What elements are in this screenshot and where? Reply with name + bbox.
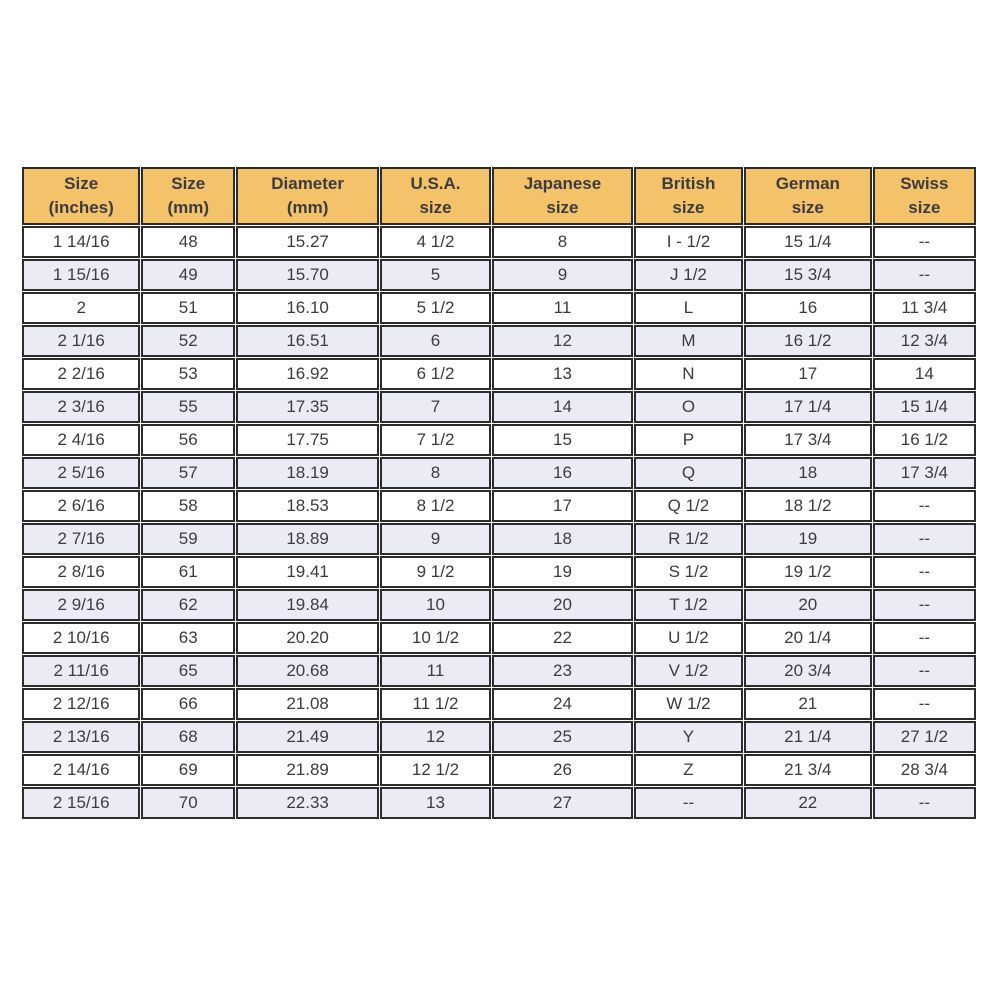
table-cell-size-mm: 51 [141,292,235,324]
table-cell-british-size: S 1/2 [634,556,743,588]
table-cell-size-mm: 65 [141,655,235,687]
table-cell-british-size: Q 1/2 [634,490,743,522]
table-cell-german-size: 22 [744,787,872,819]
table-cell-size-mm: 68 [141,721,235,753]
table-cell-diameter-mm: 21.89 [236,754,379,786]
table-cell-usa-size: 11 [380,655,491,687]
table-cell-japanese-size: 14 [492,391,633,423]
table-cell-size-inches: 2 5/16 [22,457,140,489]
table-cell-size-mm: 55 [141,391,235,423]
table-cell-usa-size: 10 [380,589,491,621]
table-cell-diameter-mm: 21.08 [236,688,379,720]
header-label-line1: Size [171,174,206,193]
table-cell-british-size: I - 1/2 [634,226,743,258]
table-cell-usa-size: 5 1/2 [380,292,491,324]
table-cell-usa-size: 12 1/2 [380,754,491,786]
table-cell-usa-size: 9 [380,523,491,555]
table-cell-swiss-size: 15 1/4 [873,391,976,423]
table-cell-size-inches: 2 15/16 [22,787,140,819]
table-cell-usa-size: 8 1/2 [380,490,491,522]
table-cell-size-inches: 2 [22,292,140,324]
table-cell-swiss-size: -- [873,259,976,291]
table-row [22,292,976,324]
table-cell-british-size: Z [634,754,743,786]
header-cell-german-size [744,167,872,225]
table-cell-british-size: J 1/2 [634,259,743,291]
table-cell-japanese-size: 9 [492,259,633,291]
header-label-line1: German [775,174,840,193]
table-row [22,556,976,588]
table-cell-japanese-size: 19 [492,556,633,588]
table-cell-size-inches: 2 13/16 [22,721,140,753]
table-cell-usa-size: 7 [380,391,491,423]
table-cell-swiss-size: -- [873,655,976,687]
table-cell-swiss-size: -- [873,622,976,654]
table-cell-japanese-size: 11 [492,292,633,324]
table-cell-usa-size: 12 [380,721,491,753]
table-cell-german-size: 21 1/4 [744,721,872,753]
table-cell-swiss-size: 27 1/2 [873,721,976,753]
header-label-line2: size [419,198,452,217]
table-cell-german-size: 16 [744,292,872,324]
header-label-line2: size [672,198,705,217]
table-cell-size-inches: 2 6/16 [22,490,140,522]
table-cell-swiss-size: -- [873,490,976,522]
table-row [22,622,976,654]
table-cell-japanese-size: 22 [492,622,633,654]
header-label-line2: size [908,198,941,217]
table-cell-swiss-size: -- [873,787,976,819]
table-cell-japanese-size: 8 [492,226,633,258]
table-cell-size-inches: 1 15/16 [22,259,140,291]
table-cell-german-size: 20 3/4 [744,655,872,687]
table-cell-swiss-size: 16 1/2 [873,424,976,456]
header-label-line2: size [546,198,579,217]
table-cell-size-inches: 2 10/16 [22,622,140,654]
table-cell-german-size: 21 [744,688,872,720]
table-cell-british-size: M [634,325,743,357]
table-cell-swiss-size: -- [873,523,976,555]
table-cell-british-size: -- [634,787,743,819]
table-row [22,754,976,786]
table-cell-usa-size: 10 1/2 [380,622,491,654]
table-cell-size-mm: 63 [141,622,235,654]
table-cell-diameter-mm: 18.53 [236,490,379,522]
table-cell-japanese-size: 18 [492,523,633,555]
table-cell-size-mm: 69 [141,754,235,786]
table-cell-german-size: 15 3/4 [744,259,872,291]
table-cell-diameter-mm: 16.92 [236,358,379,390]
table-row [22,721,976,753]
table-cell-german-size: 20 [744,589,872,621]
header-cell-british-size [634,167,743,225]
header-cell-size-inches [22,167,140,225]
table-row [22,655,976,687]
header-cell-diameter-mm [236,167,379,225]
table-cell-japanese-size: 20 [492,589,633,621]
table-cell-japanese-size: 26 [492,754,633,786]
table-cell-japanese-size: 24 [492,688,633,720]
table-cell-usa-size: 11 1/2 [380,688,491,720]
table-cell-german-size: 21 3/4 [744,754,872,786]
table-cell-japanese-size: 16 [492,457,633,489]
table-cell-diameter-mm: 20.20 [236,622,379,654]
table-cell-german-size: 18 1/2 [744,490,872,522]
table-cell-german-size: 15 1/4 [744,226,872,258]
table-cell-size-inches: 2 4/16 [22,424,140,456]
header-cell-usa-size [380,167,491,225]
table-cell-british-size: Y [634,721,743,753]
table-cell-japanese-size: 13 [492,358,633,390]
table-row [22,325,976,357]
table-cell-size-inches: 2 1/16 [22,325,140,357]
table-cell-usa-size: 7 1/2 [380,424,491,456]
table-cell-diameter-mm: 19.84 [236,589,379,621]
table-cell-diameter-mm: 19.41 [236,556,379,588]
table-cell-diameter-mm: 22.33 [236,787,379,819]
table-cell-swiss-size: -- [873,556,976,588]
table-cell-british-size: R 1/2 [634,523,743,555]
table-cell-british-size: V 1/2 [634,655,743,687]
table-cell-japanese-size: 25 [492,721,633,753]
header-label-line2: size [791,198,824,217]
header-label-line2: (inches) [48,198,114,217]
table-row [22,787,976,819]
table-cell-size-inches: 2 12/16 [22,688,140,720]
header-label-line1: Swiss [900,174,949,193]
table-row [22,226,976,258]
header-label-line1: British [661,174,716,193]
table-cell-german-size: 18 [744,457,872,489]
table-row [22,490,976,522]
table-cell-diameter-mm: 16.51 [236,325,379,357]
table-cell-size-inches: 2 9/16 [22,589,140,621]
table-cell-diameter-mm: 18.89 [236,523,379,555]
table-row [22,358,976,390]
table-cell-size-inches: 2 2/16 [22,358,140,390]
table-cell-usa-size: 13 [380,787,491,819]
table-cell-german-size: 19 1/2 [744,556,872,588]
ring-size-conversion-table [21,166,977,820]
table-cell-british-size: U 1/2 [634,622,743,654]
table-cell-swiss-size: -- [873,589,976,621]
header-label-line1: Diameter [271,174,344,193]
table-cell-german-size: 19 [744,523,872,555]
table-cell-size-mm: 53 [141,358,235,390]
table-cell-diameter-mm: 18.19 [236,457,379,489]
table-cell-swiss-size: 14 [873,358,976,390]
table-cell-diameter-mm: 16.10 [236,292,379,324]
table-cell-diameter-mm: 21.49 [236,721,379,753]
table-cell-usa-size: 6 1/2 [380,358,491,390]
table-row [22,424,976,456]
table-cell-british-size: W 1/2 [634,688,743,720]
header-label-line1: U.S.A. [410,174,461,193]
table-cell-british-size: T 1/2 [634,589,743,621]
header-label-line2: (mm) [286,198,329,217]
table-cell-usa-size: 5 [380,259,491,291]
table-cell-german-size: 17 3/4 [744,424,872,456]
table-cell-size-mm: 58 [141,490,235,522]
table-cell-size-inches: 2 14/16 [22,754,140,786]
table-cell-usa-size: 8 [380,457,491,489]
table-cell-german-size: 17 [744,358,872,390]
table-cell-size-mm: 49 [141,259,235,291]
table-cell-swiss-size: 11 3/4 [873,292,976,324]
header-label-line1: Japanese [523,174,602,193]
table-cell-british-size: L [634,292,743,324]
table-cell-swiss-size: -- [873,226,976,258]
header-row [22,167,976,225]
table-row [22,457,976,489]
table-cell-size-mm: 57 [141,457,235,489]
table-cell-size-inches: 2 11/16 [22,655,140,687]
table-cell-japanese-size: 23 [492,655,633,687]
table-cell-diameter-mm: 15.27 [236,226,379,258]
table-cell-japanese-size: 17 [492,490,633,522]
table-cell-german-size: 16 1/2 [744,325,872,357]
header-cell-japanese-size [492,167,633,225]
table-row [22,523,976,555]
table-cell-size-inches: 2 7/16 [22,523,140,555]
table-cell-size-inches: 2 3/16 [22,391,140,423]
table-cell-size-mm: 61 [141,556,235,588]
table-header [22,167,976,225]
table-row [22,589,976,621]
table-cell-swiss-size: 17 3/4 [873,457,976,489]
table-cell-size-mm: 59 [141,523,235,555]
table-cell-size-inches: 2 8/16 [22,556,140,588]
header-cell-size-mm [141,167,235,225]
table-cell-usa-size: 4 1/2 [380,226,491,258]
table-body [22,226,976,819]
table-cell-british-size: O [634,391,743,423]
table-cell-swiss-size: 28 3/4 [873,754,976,786]
table-cell-size-inches: 1 14/16 [22,226,140,258]
table-cell-diameter-mm: 15.70 [236,259,379,291]
table-cell-size-mm: 56 [141,424,235,456]
table-row [22,688,976,720]
table-row [22,391,976,423]
header-label-line2: (mm) [167,198,210,217]
header-label-line1: Size [64,174,99,193]
table-cell-size-mm: 48 [141,226,235,258]
table-cell-diameter-mm: 20.68 [236,655,379,687]
table-cell-diameter-mm: 17.75 [236,424,379,456]
table-cell-japanese-size: 15 [492,424,633,456]
table-cell-usa-size: 6 [380,325,491,357]
table-cell-german-size: 17 1/4 [744,391,872,423]
table-cell-swiss-size: -- [873,688,976,720]
table-cell-british-size: P [634,424,743,456]
table-cell-size-mm: 62 [141,589,235,621]
table-cell-usa-size: 9 1/2 [380,556,491,588]
table-cell-size-mm: 70 [141,787,235,819]
table-cell-british-size: Q [634,457,743,489]
table-cell-diameter-mm: 17.35 [236,391,379,423]
table-cell-japanese-size: 27 [492,787,633,819]
table-cell-swiss-size: 12 3/4 [873,325,976,357]
table-cell-size-mm: 52 [141,325,235,357]
table-cell-german-size: 20 1/4 [744,622,872,654]
table-row [22,259,976,291]
table-cell-size-mm: 66 [141,688,235,720]
header-cell-swiss-size [873,167,976,225]
table-cell-british-size: N [634,358,743,390]
table-cell-japanese-size: 12 [492,325,633,357]
